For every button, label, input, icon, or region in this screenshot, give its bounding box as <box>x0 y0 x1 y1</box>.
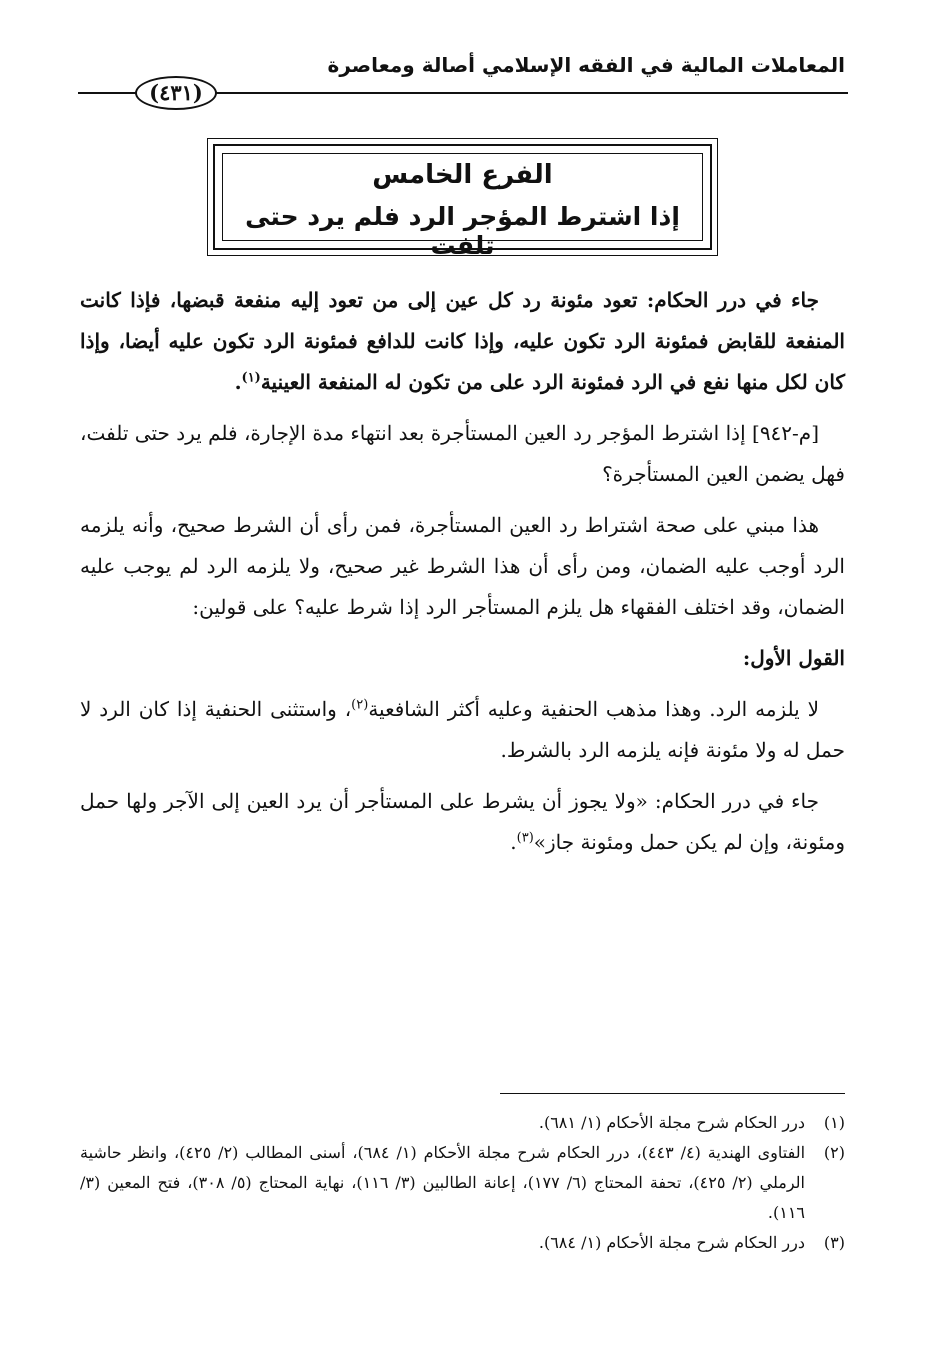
paragraph-5 <box>80 781 845 863</box>
paragraph-4 <box>80 689 845 771</box>
paragraph-5-end: . <box>510 830 517 854</box>
section-title-frame <box>222 153 703 260</box>
paragraph-3: هذا مبني على صحة اشتراط رد العين المستأجرة، فمن رأى أن الشرط صحيح، وأنه يلزمه الرد أوجب عليه الضمان، ومن رأى أن هذا الشرط غير صحيح، ولا يلزمه الرد لم يوجب عليه الضمان، وقد اختلف الفقهاء هل يلزم المستأجر الرد إذا شرط عليه؟ على قولين: <box>80 513 845 619</box>
paragraph-4-text: لا يلزمه الرد. وهذا مذهب الحنفية وعليه أكثر الشافعية <box>368 697 820 721</box>
footnote-ref-3[interactable]: (٣) <box>516 830 534 846</box>
footnote-text: درر الحكام شرح مجلة الأحكام (١/ ٦٨١). <box>538 1113 805 1132</box>
section-subtitle: إذا اشترط المؤجر الرد فلم يرد حتى تلفت <box>245 202 680 260</box>
running-title: المعاملات المالية في الفقه الإسلامي أصالة ومعاصرة <box>327 53 845 77</box>
footnote-1 <box>80 1108 845 1138</box>
paragraph-5-text: جاء في درر الحكام: «ولا يجوز أن يشرط على المستأجر أن يرد العين إلى الآجر ولها حمل ومئونة، وإن لم يكن حمل ومئونة جاز» <box>80 789 845 854</box>
footnote-rule <box>500 1093 845 1094</box>
first-opinion-heading: القول الأول: <box>742 646 845 670</box>
paragraph-1 <box>80 280 845 403</box>
section-title: الفرع الخامس <box>372 160 553 190</box>
main-text <box>80 280 845 873</box>
footnote-number: (١) <box>823 1113 845 1132</box>
paragraph-1-end: . <box>234 370 242 394</box>
footnote-ref-2[interactable]: (٢) <box>351 697 369 713</box>
footnote-3 <box>80 1228 845 1258</box>
footnotes <box>80 1108 845 1258</box>
footnote-2 <box>80 1138 845 1228</box>
page-number: (٤٣١) <box>135 76 217 110</box>
footnote-number: (٢) <box>823 1143 845 1162</box>
footnote-ref-1[interactable]: (١) <box>241 370 261 386</box>
footnote-text: درر الحكام شرح مجلة الأحكام (١/ ٦٨٤). <box>538 1233 805 1252</box>
footnote-number: (٣) <box>823 1233 845 1252</box>
paragraph-2: [م-٩٤٢] إذا اشترط المؤجر رد العين المستأجرة بعد انتهاء مدة الإجارة، فلم يرد حتى تلفت، فهل يضمن العين المستأجرة؟ <box>80 421 845 486</box>
paragraph-1-text: جاء في درر الحكام: تعود مئونة رد كل عين إلى من تعود إليه منفعة قبضها، فإذا كانت المنفعة للقابض فمئونة الرد تكون عليه، وإذا كانت للدافع فمئونة الرد تكون عليه أيضا، وإذا كان لكل منها نفع في الرد فمئونة الرد على من تكون له المنفعة العينية <box>80 288 845 394</box>
footnote-text: الفتاوى الهندية (٤/ ٤٤٣)، درر الحكام شرح مجلة الأحكام (١/ ٦٨٤)، أسنى المطالب (٢/ ٤٢٥)، وانظر حاشية الرملي (٢/ ٤٢٥)، تحفة المحتاج (٦/ ١٧٧)، إعانة الطالبين (٣/ ١١٦)، نهاية المحتاج (٥/ ٣٠٨)، فتح المعين (٣/ ١١٦). <box>80 1143 806 1222</box>
section-title-box <box>207 138 718 260</box>
paragraph-4-cont: ، واستثنى الحنفية إذا كان الرد لا حمل له ولا مئونة فإنه يلزمه الرد بالشرط. <box>80 697 845 762</box>
